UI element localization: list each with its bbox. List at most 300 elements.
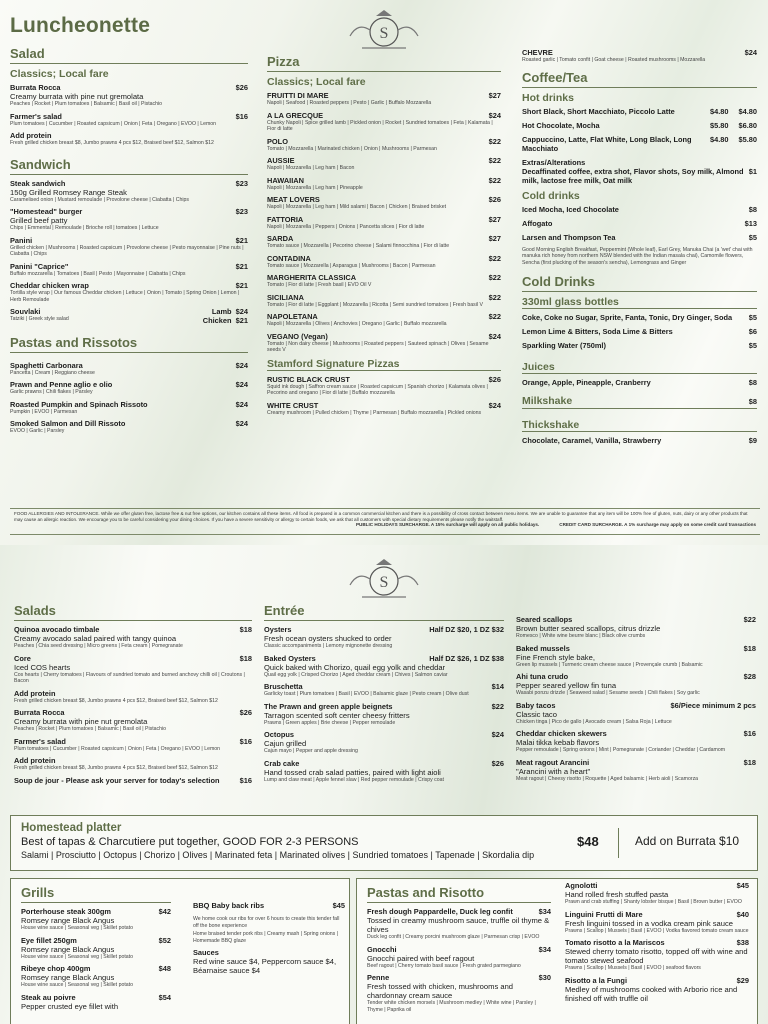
surcharge-public-holiday: PUBLIC HOLIDAYS SURCHARGE. A 15% surcharge will apply on all public holidays. bbox=[355, 522, 540, 528]
item-price: $48 bbox=[158, 964, 171, 973]
item-desc: Tomato | Non dairy cheese | Mushrooms | Roasted peppers | Sauteed spinach | Olives | Sesame seeds V bbox=[267, 340, 489, 353]
menu-item bbox=[21, 907, 171, 932]
menu-item bbox=[14, 756, 252, 772]
entree-list bbox=[264, 625, 504, 783]
item-name: Short Black, Short Macchiato, Piccolo Latte bbox=[522, 106, 675, 116]
item-price: $21 bbox=[235, 235, 248, 245]
item-price: $34 bbox=[538, 907, 551, 916]
item-desc: Napoli | Mozzarella | Peppers | Onions | Pancetta slices | Fior di latte bbox=[267, 223, 425, 230]
item-desc: Tomato | Mozzarella | Marinated chicken | Onion | Mushrooms | Parmesan bbox=[267, 145, 437, 152]
item-desc: Lump and claw meat | Apple fennel slaw | Red pepper remoulade | Crispy coat bbox=[264, 776, 444, 783]
item-desc: Fresh grilled chicken breast $8, Jumbo prawns 4 pcs $12, Braised beef $12, Salmon $12 bbox=[14, 765, 218, 771]
menu-item bbox=[565, 881, 749, 906]
item-name: Hot Chocolate, Mocha bbox=[522, 120, 600, 130]
menu-item-souvlaki bbox=[10, 307, 248, 327]
section-heading-coffee: Coffee/Tea bbox=[522, 70, 757, 88]
item-name: Baked Oysters bbox=[264, 653, 316, 663]
item-name: Steak sandwich bbox=[10, 178, 66, 188]
item-price: $24 bbox=[235, 360, 248, 370]
item-desc: Napoli | Mozzarella | Olives | Anchovies | Oregano | Garlic | Buffalo mozzarella bbox=[267, 321, 447, 327]
allergy-notice: FOOD ALLERGIES AND INTOLERANCE. While we offer gluten free, lactose free & nut free options, our kitchen contains all these items. All food is prepared in a common commercial kitchen and there is a possibility of cross contact between menu items. We are unable to guarantee that any item will be 100% free of gluten, nuts, dairy or any other products that may cause an allergic reaction. We encourage you to be careful considering your dining choices. If you have a severe sensitivity or allergy to certain foods, we ask that all customers with special dietary requirements please notify the waitstaff. PUBLIC HOLIDAYS SURCHARGE. A 15% surcharge will apply on all public holidays. CREDIT CARD SURCHARGE. A 1% surcharge may apply on some credit card transactions bbox=[10, 508, 760, 535]
item-name: Coke, Coke no Sugar, Sprite, Fanta, Tonic, Dry Ginger, Soda bbox=[522, 313, 733, 322]
item-desc: Classic accompaniments | Lemony mignonette dressing bbox=[264, 643, 393, 649]
item-subtitle: Medley of mushrooms cooked with Arborio rice and finished off with truffle oil bbox=[565, 984, 738, 1003]
menu-item bbox=[522, 205, 757, 217]
item-price: $24 bbox=[235, 307, 248, 316]
menu-item bbox=[267, 234, 501, 250]
platter-items: Salami | Prosciutto | Octopus | Chorizo | Olives | Marinated feta | Marinated olives | Sundried tomatoes | Tapenade | Skordalia dip bbox=[21, 850, 535, 860]
section-heading-salads: Salads bbox=[14, 603, 252, 621]
item-name: VEGANO (Vegan) bbox=[267, 331, 328, 341]
item-desc: Garlicky toast | Plum tomatoes | Basil | EVOO | Balsamic glaze | Pesto cream | Olive dust bbox=[264, 691, 469, 697]
item-subtitle: Quick baked with Chorizo, quail egg yolk and cheddar bbox=[264, 662, 446, 672]
item-desc: Squid ink dough | Saffron cream sauce | Roasted capsicum | Spanish chorizo | Kalamata olives | Pecorino and oregano | Fior di latte | Buffalo mozzarella bbox=[267, 383, 488, 396]
item-desc: Cajun mayo | Pepper and apple dressing bbox=[264, 748, 358, 754]
section-subheading-hot: Hot drinks bbox=[522, 91, 574, 104]
svg-text:S: S bbox=[379, 574, 389, 591]
platter-title: Homestead platter bbox=[21, 822, 122, 834]
item-name: AUSSIE bbox=[267, 156, 295, 165]
item-price: $52 bbox=[158, 935, 171, 945]
item-name: Roasted Pumpkin and Spinach Rissoto bbox=[10, 399, 148, 409]
item-subtitle: Grilled beef patty bbox=[10, 216, 68, 225]
item-name: Cheddar chicken wrap bbox=[10, 281, 89, 290]
item-price: $22 bbox=[491, 701, 504, 711]
item-price: $40 bbox=[736, 909, 749, 919]
signature-pizza-list bbox=[267, 375, 501, 417]
item-subtitle: Romsey range Black Angus bbox=[21, 916, 115, 925]
item-desc: Napoli | Mozzarella | Leg ham | Bacon bbox=[267, 165, 355, 171]
menu-item bbox=[516, 672, 756, 697]
item-name: Crab cake bbox=[264, 758, 300, 768]
item-price: $23 bbox=[235, 178, 248, 188]
menu-item bbox=[367, 907, 551, 941]
item-subtitle: "Arancini with a heart" bbox=[516, 766, 591, 776]
platter-box bbox=[10, 815, 758, 871]
item-name: Farmer's salad bbox=[14, 736, 66, 746]
item-price: $26 bbox=[239, 708, 252, 717]
section-subheading: Classics; Local fare bbox=[10, 68, 109, 80]
item-desc: Creamy mushroom | Pulled chicken | Thyme | Parmesan | Buffalo mozzarella | Pickled onions bbox=[267, 409, 482, 416]
salad-list bbox=[10, 83, 248, 147]
item-price: $24 bbox=[235, 380, 248, 389]
item-price: $26 bbox=[488, 374, 501, 384]
extras-label: Extras/Alterations bbox=[522, 157, 586, 167]
item-note: Half DZ $26, 1 DZ $38 bbox=[429, 653, 504, 663]
section-heading-salad: Salad bbox=[10, 46, 248, 64]
item-desc: Chips | Emmental | Remoulade | Brioche roll | tomatoes | Lettuce bbox=[10, 225, 159, 231]
pastas-list bbox=[367, 907, 551, 1013]
section-heading-cold-drinks: Cold Drinks bbox=[522, 274, 757, 292]
item-desc: Caramelised onion | Mustard remoulade | Provolone cheese | Ciabatta | Chips bbox=[10, 196, 189, 203]
item-name: CHEVRE bbox=[522, 48, 553, 57]
menu-item bbox=[267, 176, 501, 192]
item-name: Burrata Rocca bbox=[10, 83, 61, 92]
section-heading-pastas: Pastas and Rissotos bbox=[10, 335, 248, 353]
item-name: Gnocchi bbox=[367, 944, 397, 954]
item-desc: Chunky Napoli | Spice grilled lamb | Pickled onion | Rocket | Sundried tomatoes | Feta | Kalamata | Fior di latte bbox=[267, 119, 493, 132]
item-subtitle: Romsey range Black Angus bbox=[21, 944, 115, 954]
item-price: $26 bbox=[491, 758, 504, 768]
menu-item bbox=[14, 708, 252, 733]
item-price: $14 bbox=[491, 682, 504, 691]
item-price-large: $6.80 bbox=[738, 120, 757, 130]
item-desc: Prawns | Green apples | Brie cheese | Pepper remoulade bbox=[264, 719, 396, 726]
menu-item bbox=[267, 332, 501, 354]
item-subtitle: Hand tossed crab salad patties, paired with light aioli bbox=[264, 767, 441, 777]
menu-item-bbq-ribs: BBQ Baby back ribs $45 We home cook our ribs for over 6 hours to create this tender fall off the bone experience Home braised tender pork ribs | Creamy mash | Spring onions | Homemade BBQ glaze bbox=[193, 901, 345, 944]
item-name: Risotto a la Fungi bbox=[565, 975, 627, 985]
item-price: $18 bbox=[239, 653, 252, 663]
item-price: $16 bbox=[235, 111, 248, 121]
item-name: HAWAIIAN bbox=[267, 175, 304, 185]
item-subtitle: Gnocchi paired with beef ragout bbox=[367, 953, 475, 963]
item-name: MEAT LOVERS bbox=[267, 195, 320, 204]
item-price: $38 bbox=[736, 938, 749, 947]
item-subtitle: Creamy burrata with pine nut gremolata bbox=[10, 92, 144, 101]
item-price: $4.80 bbox=[710, 134, 729, 144]
item-price: $45 bbox=[736, 881, 749, 890]
menu-item bbox=[522, 107, 757, 119]
item-name: Ribeye chop 400gm bbox=[21, 964, 91, 973]
menu-item bbox=[267, 137, 501, 153]
item-desc: Peaches | Chia seed dressing | Micro greens | Feta cream | Pomegranate bbox=[14, 643, 183, 649]
item-name: WHITE CRUST bbox=[267, 400, 319, 410]
item-name: Agnolotti bbox=[565, 881, 598, 890]
item-desc: House wine sauce | Seasonal veg | Skillet potato bbox=[21, 982, 133, 988]
item-price: $27 bbox=[488, 91, 501, 100]
item-price: $22 bbox=[488, 273, 501, 282]
item-name: RUSTIC BLACK CRUST bbox=[267, 374, 350, 384]
menu-item bbox=[264, 625, 504, 650]
menu-item bbox=[10, 419, 248, 435]
item-subtitle: Classic taco bbox=[516, 709, 557, 719]
item-price: $16 bbox=[743, 729, 756, 738]
item-price: $5 bbox=[748, 313, 757, 322]
item-name: The Prawn and green apple beignets bbox=[264, 701, 393, 711]
item-price-large: $4.80 bbox=[738, 106, 757, 116]
column-left bbox=[10, 14, 248, 439]
item-name: Cappuccino, Latte, Flat White, Long Black, Long Macchiato bbox=[522, 134, 692, 153]
item-subtitle: Fresh ocean oysters shucked to order bbox=[264, 634, 392, 643]
item-name: Eye fillet 250gm bbox=[21, 935, 77, 945]
item-desc: Beef ragout | Cherry tomato basil sauce | Fresh grated parmegiano bbox=[367, 962, 521, 969]
item-price: $42 bbox=[158, 907, 171, 916]
item-name: CONTADINA bbox=[267, 253, 311, 263]
item-name: Prawn and Penne aglio e olio bbox=[10, 380, 113, 389]
item-name: Porterhouse steak 300gm bbox=[21, 907, 111, 916]
item-name: Larsen and Thompson Tea bbox=[522, 232, 616, 242]
menu-item bbox=[21, 993, 171, 1011]
item-price: $18 bbox=[743, 757, 756, 767]
item-price: $54 bbox=[158, 992, 171, 1002]
item-price: $22 bbox=[488, 156, 501, 165]
item-desc: Pepper remoulade | Spring onions | Mint | Pomegranate | Coriander | Cheddar | Cardamom bbox=[516, 747, 726, 753]
item-desc: Peaches | Rocket | Plum tomatoes | Balsamic | Basil oil | Pistachio bbox=[14, 726, 167, 732]
item-desc: Plum tomatoes | Cucumber | Roasted capsicum | Onion | Feta | Oregano | EVOO | Lemon bbox=[14, 745, 221, 752]
menu-item bbox=[565, 910, 749, 935]
item-name: FATTORIA bbox=[267, 214, 304, 224]
item-price: $45 bbox=[332, 901, 345, 910]
item-desc: Roasted garlic | Tomato confit | Goat cheese | Roasted mushrooms | Mozzarella bbox=[522, 57, 706, 63]
item-name: BBQ Baby back ribs bbox=[193, 901, 265, 910]
item-price: $26 bbox=[488, 195, 501, 204]
menu-item bbox=[14, 654, 252, 685]
pastas-list-right bbox=[565, 881, 749, 1003]
item-desc: Green lip mussels | Turmeric cream cheese sauce | Provençale crumb | Balsamic bbox=[516, 661, 703, 668]
menu-item-thickshake: Chocolate, Caramel, Vanilla, Strawberry $9 bbox=[522, 436, 757, 445]
item-subtitle: Creamy avocado salad paired with tangy quinoa bbox=[14, 634, 177, 643]
item-name: Add protein bbox=[10, 131, 52, 140]
item-desc: Grilled chicken | Mushrooms | Roasted capsicum | Provolone cheese | Pesto mayonnaise | Pine nuts | Ciabatta | Chips bbox=[10, 244, 244, 257]
item-price: $24 bbox=[491, 730, 504, 739]
item-option: Chicken bbox=[202, 316, 232, 325]
menu-item bbox=[516, 729, 756, 754]
menu-item bbox=[267, 254, 501, 270]
item-desc: Romesco | White wine beurre blanc | Black olive crumbs bbox=[516, 633, 646, 639]
item-name: POLO bbox=[267, 136, 288, 146]
item-name: Sparkling Water (750ml) bbox=[522, 341, 606, 350]
item-price: $13 bbox=[744, 218, 757, 228]
item-subtitle: Pepper seared yellow fin tuna bbox=[516, 681, 617, 690]
item-name: Souvlaki bbox=[10, 307, 41, 316]
item-price: $22 bbox=[488, 292, 501, 302]
item-name: Smoked Salmon and Dill Rissoto bbox=[10, 419, 126, 428]
item-price: $24 bbox=[744, 48, 757, 57]
pastas-box bbox=[356, 878, 758, 1024]
item-name: Octopus bbox=[264, 730, 294, 739]
menu-item bbox=[21, 936, 171, 961]
column-entree bbox=[264, 597, 504, 787]
item-price: $5 bbox=[748, 341, 757, 350]
section-heading-pastas: Pastas and Risotto bbox=[367, 885, 551, 903]
menu-item bbox=[14, 625, 252, 650]
menu-item bbox=[522, 135, 757, 156]
section-subheading-bottles: 330ml glass bottles bbox=[522, 296, 757, 309]
surcharge-credit-card: CREDIT CARD SURCHARGE. A 1% surcharge may apply on some credit card transactions bbox=[559, 522, 756, 528]
item-name: Add protein bbox=[14, 756, 56, 765]
menu-item bbox=[10, 400, 248, 416]
menu-item bbox=[565, 938, 749, 972]
menu-item bbox=[267, 91, 501, 107]
item-note: Half DZ $20, 1 DZ $32 bbox=[429, 625, 504, 634]
item-desc: Peaches | Rocket | Plum tomatoes | Balsamic | Basil oil | Pistachio bbox=[10, 101, 163, 107]
item-price: $22 bbox=[743, 615, 756, 624]
item-price: $6/Piece minimum 2 pcs bbox=[670, 700, 756, 710]
item-name: Ahi tuna crudo bbox=[516, 672, 569, 681]
menu-item bbox=[267, 273, 501, 289]
column-entree-right bbox=[516, 615, 756, 786]
menu-item bbox=[264, 759, 504, 784]
menu-item bbox=[267, 375, 501, 397]
sandwich-list bbox=[10, 179, 248, 304]
item-name: Oysters bbox=[264, 625, 292, 634]
item-subtitle: Malai tikka kebab flavors bbox=[516, 738, 600, 747]
section-heading-pizza: Pizza bbox=[267, 54, 501, 72]
item-desc: Prawn and crab stuffing | Shanty lobster bisque | Basil | Brown butter | EVOO bbox=[565, 899, 742, 905]
item-name: Cheddar chicken skewers bbox=[516, 729, 607, 738]
section-heading-entree: Entrée bbox=[264, 603, 504, 621]
menu-item bbox=[10, 112, 248, 128]
item-name: Seared scallops bbox=[516, 615, 573, 624]
item-desc: Duck leg confit | Creamy porcini mushroom glaze | Parmesan crisp | EVOO bbox=[367, 934, 540, 940]
column-right bbox=[522, 48, 757, 445]
item-subtitle: Fresh tossed with chicken, mushrooms and chardonnay cream sauce bbox=[367, 982, 514, 1000]
item-desc: Tomato sauce | Mozzarella | Pecorino cheese | Salami finnocchina | Fior di latte bbox=[267, 243, 450, 249]
pastas-list bbox=[10, 361, 248, 435]
menu-item bbox=[10, 281, 248, 303]
item-price: $21 bbox=[235, 316, 248, 325]
item-price: $8 bbox=[748, 204, 757, 214]
item-price: $27 bbox=[488, 234, 501, 243]
tea-desc: Good Morning English Breakfast, Peppermint (Whole leaf), Earl Grey, Manuka Chai (a 'wet' chai with manuka rich honey from northern NSW blended with the Indian masala chai), Camomile flowers, Sencha (first plucking of the season's sencha), Lemongrass and Ginger bbox=[522, 246, 753, 266]
item-name: A LA GRECQUE bbox=[267, 110, 324, 120]
item-desc: Fresh grilled chicken breast $8, Jumbo prawns 4 pcs $12, Braised beef $12, Salmon $12 bbox=[10, 140, 214, 146]
menu-item bbox=[267, 401, 501, 417]
menu-item bbox=[10, 131, 248, 147]
item-name: Core bbox=[14, 653, 31, 663]
item-name: NAPOLETANA bbox=[267, 312, 318, 321]
menu-item bbox=[516, 644, 756, 669]
menu-item bbox=[264, 654, 504, 679]
item-name: Lemon Lime & Bitters, Soda Lime & Bitters bbox=[522, 327, 673, 336]
item-desc: Tortilla style wrap | Our famous Cheddar chicken | Lettuce | Onion | Tomato | Spring Onion | Lemon | Herb Remoulade bbox=[10, 290, 240, 303]
item-option: Lamb bbox=[211, 307, 232, 316]
menu-item bbox=[522, 313, 757, 325]
item-price: $4.80 bbox=[710, 106, 729, 116]
menu-item bbox=[10, 380, 248, 396]
item-price: $24 bbox=[488, 110, 501, 120]
item-price: $24 bbox=[235, 399, 248, 409]
item-desc: Napoli | Seafood | Roasted peppers | Pesto | Garlic | Buffalo Mozzarella bbox=[267, 100, 432, 106]
menu-item bbox=[522, 121, 757, 133]
item-price: $22 bbox=[488, 312, 501, 321]
item-desc: Garlic prawns | Chili flakes | Parsley bbox=[10, 389, 93, 395]
item-price: $27 bbox=[488, 214, 501, 224]
menu-item bbox=[264, 702, 504, 727]
item-subtitle: Stewed cherry tomato risotto, topped off with wine and tomato stewed seafood bbox=[565, 947, 748, 965]
grills-list bbox=[21, 907, 171, 1011]
menu-item bbox=[10, 179, 248, 204]
item-desc: Tomato | Fior di latte | Eggplant | Mozzarella | Ricotta | Semi sundried tomatoes | Fresh basil V bbox=[267, 301, 483, 308]
item-price: $22 bbox=[488, 136, 501, 146]
item-subtitle: Hand rolled fresh stuffed pasta bbox=[565, 890, 669, 899]
item-desc: Tatziki | Greek style salad bbox=[10, 316, 69, 322]
item-subtitle: Creamy burrata with pine nut gremolata bbox=[14, 717, 148, 726]
platter-desc: Best of tapas & Charcutiere put together, GOOD FOR 2-3 PERSONS bbox=[21, 836, 359, 848]
menu-item bbox=[14, 689, 252, 705]
menu-item bbox=[10, 236, 248, 258]
menu-item-soup: Soup de jour - Please ask your server for today's selection $16 bbox=[14, 775, 252, 785]
menu-item bbox=[565, 976, 749, 1003]
menu-item-juice: Orange, Apple, Pineapple, Cranberry $8 bbox=[522, 378, 757, 387]
item-name: SICILIANA bbox=[267, 292, 304, 302]
bottles-list bbox=[522, 313, 757, 353]
item-price: $5.80 bbox=[710, 120, 729, 130]
entree-right-list bbox=[516, 615, 756, 782]
menu-item bbox=[10, 83, 248, 108]
menu-item bbox=[10, 361, 248, 377]
item-name: FRUITTI DI MARE bbox=[267, 91, 329, 100]
item-price: $22 bbox=[488, 175, 501, 185]
item-price: $21 bbox=[235, 281, 248, 290]
menu-item bbox=[267, 215, 501, 231]
item-subtitle: Tarragon scented soft center cheesy fritters bbox=[264, 710, 410, 720]
item-price: $26 bbox=[235, 83, 248, 92]
item-name: SARDA bbox=[267, 234, 294, 243]
section-subheading: Classics; Local fare bbox=[267, 76, 366, 88]
cold-drinks-list bbox=[522, 205, 757, 245]
menu-item bbox=[21, 964, 171, 989]
item-price: $24 bbox=[235, 419, 248, 428]
section-heading-sandwich: Sandwich bbox=[10, 157, 248, 175]
menu-item bbox=[522, 233, 757, 245]
item-name: Affogato bbox=[522, 218, 553, 228]
menu-item-milkshake: Milkshake $8 bbox=[522, 395, 757, 407]
item-desc: Tomato sauce | Mozzarella | Asparagus | Mushrooms | Bacon | Parmesan bbox=[267, 262, 436, 269]
item-subtitle: Romsey range Black Angus bbox=[21, 973, 115, 982]
platter-price: $48 bbox=[577, 834, 599, 849]
item-desc: Wasabi ponzu drizzle | Seaweed salad | Sesame seeds | Chili flakes | Soy garlic bbox=[516, 690, 700, 696]
item-subtitle: Fine French style bake, bbox=[516, 652, 595, 662]
section-subheading-cold: Cold drinks bbox=[522, 189, 580, 202]
item-name: Burrata Rocca bbox=[14, 708, 65, 717]
item-price: $23 bbox=[235, 207, 248, 216]
item-desc: Tender white chicken morsels | Mushroom medley | White wine | Parsley | Thyme | Paprika oil bbox=[367, 1000, 536, 1013]
item-name: Quinoa avocado timbale bbox=[14, 625, 100, 634]
item-price: $6 bbox=[748, 327, 757, 336]
menu-item bbox=[367, 973, 551, 1013]
item-name: Penne bbox=[367, 973, 390, 982]
item-name: Farmer's salad bbox=[10, 111, 62, 121]
item-desc: Prawns | Scallop | Mussels | Basil | EVOO | Vodka flavored tomato cream sauce bbox=[565, 927, 749, 934]
item-subtitle: Fresh linguini tossed in a vodka cream pink sauce bbox=[565, 918, 733, 928]
section-subheading-thickshake: Thickshake bbox=[522, 419, 757, 432]
menu-item bbox=[267, 195, 501, 211]
item-name: Panini bbox=[10, 235, 33, 245]
item-subtitle: Pepper crusted eye fillet with bbox=[21, 1001, 119, 1011]
coffee-list bbox=[522, 107, 757, 156]
item-price: $29 bbox=[736, 975, 749, 985]
item-subtitle: Tossed in creamy mushroom sauce, truffle oil thyme & chives bbox=[367, 916, 550, 934]
item-name: Steak au poivre bbox=[21, 992, 76, 1002]
item-name: Iced Mocha, Iced Chocolate bbox=[522, 204, 619, 214]
menu-item bbox=[516, 758, 756, 783]
menu-item bbox=[522, 341, 757, 353]
item-price: $5 bbox=[748, 232, 757, 242]
section-subheading-stamford: Stamford Signature Pizzas bbox=[267, 358, 501, 371]
item-price-large: $5.80 bbox=[738, 134, 757, 144]
item-name: Tomato risotto a la Mariscos bbox=[565, 938, 665, 947]
section-heading-grills: Grills bbox=[21, 885, 171, 903]
item-name: Baked mussels bbox=[516, 643, 570, 653]
item-price: $16 bbox=[239, 736, 252, 746]
item-desc: Fresh grilled chicken breast $8, Jumbo prawns 4 pcs $12, Braised beef $12, Salmon $12 bbox=[14, 697, 218, 704]
item-name: Add protein bbox=[14, 688, 56, 698]
menu-item bbox=[10, 262, 248, 278]
platter-addon: Add on Burrata $10 bbox=[635, 834, 740, 848]
item-desc: Meat ragout | Cheesy risotto | Roquette | Aged balsamic | Herb aioli | Scamorza bbox=[516, 775, 699, 782]
item-desc: Napoli | Mozzarella | Leg ham | Mild salami | Bacon | Chicken | Braised brisket bbox=[267, 204, 447, 210]
pizza-list bbox=[267, 91, 501, 354]
item-name: Bruschetta bbox=[264, 682, 303, 691]
menu-item-chevre bbox=[522, 48, 757, 64]
item-price: $22 bbox=[488, 253, 501, 263]
menu-item bbox=[264, 682, 504, 698]
menu-item-decaf: Decaffinated coffee, extra shot, Flavor shots, Soy milk, Almond milk, lactose free milk, Oat milk $1 bbox=[522, 166, 757, 185]
item-name: Fresh dough Pappardelle, Duck leg confit bbox=[367, 907, 513, 916]
item-subtitle: 150g Grilled Romsey Range Steak bbox=[10, 187, 127, 197]
